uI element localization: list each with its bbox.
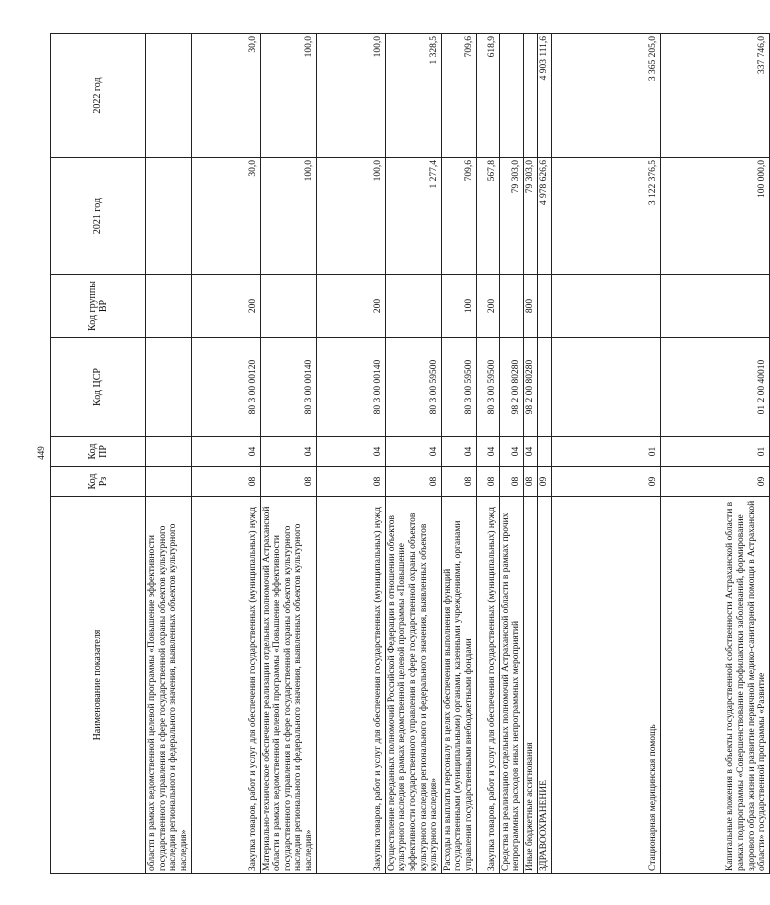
row-vr	[499, 275, 523, 338]
header-vr: Код группы ВР	[51, 275, 146, 338]
row-name: Материально-техническое обеспечение реализации отдельных полномочий Астраханской области в рамках ведомственной целевой программы «Повышение эффективности государственного управления в сфере государственной охраны объектов культурного наследия регионального и федерального значения, выявленных объектов культурного наследия»	[260, 497, 316, 874]
header-rz: Код Рз	[51, 467, 146, 497]
row-vr	[260, 275, 316, 338]
row-name: Капитальные вложения в объекты государственной собственности Астраханской области в рамках подпрограммы «Совершенствование профилактики заболеваний, формирование здорового образа жизни и развитие первичной медико-санитарной помощи в Астраханской области» государственной программы «Развитие	[660, 497, 769, 874]
header-2021: 2021 год	[51, 158, 146, 275]
row-2021: 3 122 376,5	[551, 158, 660, 275]
row-vr	[537, 275, 551, 338]
row-2021: 4 978 626,6	[537, 158, 551, 275]
row-2021: 100,0	[316, 158, 385, 275]
row-pr: 01	[660, 437, 769, 467]
table-row	[523, 34, 537, 874]
rotated-content	[50, 34, 768, 874]
row-rz: 08	[499, 467, 523, 497]
table-row	[476, 34, 499, 874]
header-2022: 2022 год	[51, 34, 146, 158]
table-row	[660, 34, 769, 874]
row-2022	[523, 34, 537, 158]
row-2022: 1 328,5	[385, 34, 441, 158]
row-csr	[551, 338, 660, 437]
header-pr: Код ПР	[51, 437, 146, 467]
row-pr: 04	[385, 437, 441, 467]
rotated-page	[50, 34, 768, 874]
row-vr: 200	[191, 275, 260, 338]
table-header-row	[51, 34, 146, 874]
row-vr: 800	[523, 275, 537, 338]
row-csr: 80 3 00 59500	[385, 338, 441, 437]
table-row	[146, 34, 192, 874]
row-pr: 04	[260, 437, 316, 467]
row-rz: 09	[537, 467, 551, 497]
row-2022: 337 746,0	[660, 34, 769, 158]
row-rz: 08	[260, 467, 316, 497]
row-name: областп в рамках ведомственной целевой программы «Повышение эффективности государственного управления в сфере государственной охраны объектов культурного наследия регионального и федерального значения, выявленных объектов культурного наследия»	[146, 497, 192, 874]
row-pr: 04	[441, 437, 476, 467]
header-csr: Код ЦСР	[51, 338, 146, 437]
row-2022: 4 903 111,6	[537, 34, 551, 158]
row-csr	[146, 338, 192, 437]
row-pr: 04	[523, 437, 537, 467]
row-csr: 80 3 00 00140	[260, 338, 316, 437]
row-csr: 98 2 00 80280	[523, 338, 537, 437]
row-rz: 08	[191, 467, 260, 497]
row-rz: 08	[476, 467, 499, 497]
table-row	[316, 34, 385, 874]
row-pr: 01	[551, 437, 660, 467]
row-vr	[385, 275, 441, 338]
row-2021: 1 277,4	[385, 158, 441, 275]
table-row	[260, 34, 316, 874]
row-2021: 567,8	[476, 158, 499, 275]
row-vr: 200	[316, 275, 385, 338]
row-2021	[146, 158, 192, 275]
row-csr: 80 3 00 59500	[476, 338, 499, 437]
row-rz: 08	[316, 467, 385, 497]
row-2021: 30,0	[191, 158, 260, 275]
row-pr	[146, 437, 192, 467]
table-row	[537, 34, 551, 874]
row-rz: 08	[441, 467, 476, 497]
row-rz	[146, 467, 192, 497]
row-2022: 709,6	[441, 34, 476, 158]
row-csr	[537, 338, 551, 437]
row-2022	[146, 34, 192, 158]
table-row	[551, 34, 660, 874]
row-csr: 01 2 00 40010	[660, 338, 769, 437]
row-name: Закупка товаров, работ и услуг для обеспечения государственных (муниципальных) нужд	[316, 497, 385, 874]
row-pr: 04	[316, 437, 385, 467]
page-number: 449	[36, 446, 46, 460]
budget-table	[50, 33, 770, 874]
row-2022: 3 365 205,0	[551, 34, 660, 158]
row-rz: 08	[385, 467, 441, 497]
row-2022: 618,9	[476, 34, 499, 158]
row-2022: 100,0	[260, 34, 316, 158]
row-2021: 709,6	[441, 158, 476, 275]
row-vr	[660, 275, 769, 338]
row-vr	[551, 275, 660, 338]
row-name: ЗДРАВООХРАНЕНИЕ	[537, 497, 551, 874]
row-pr: 04	[191, 437, 260, 467]
row-name: Иные бюджетные ассигнования	[523, 497, 537, 874]
table-row	[191, 34, 260, 874]
row-pr	[537, 437, 551, 467]
row-2021: 79 303,0	[523, 158, 537, 275]
row-csr: 80 3 00 00140	[316, 338, 385, 437]
row-rz: 09	[551, 467, 660, 497]
row-name: Осуществление переданных полномочий Российской Федерации в отношении объектов культурного наследия в рамках ведомственной целевой программы «Повышение эффективности государственного управления в сфере государственной охраны объектов культурного наследия регионального и федерального значения, выявленных объектов культурного наследия»	[385, 497, 441, 874]
row-name: Закупка товаров, работ и услуг для обеспечения государственных (муниципальных) нужд	[191, 497, 260, 874]
row-name: Стационарная медицинская помощь	[551, 497, 660, 874]
row-2022: 100,0	[316, 34, 385, 158]
row-pr: 04	[499, 437, 523, 467]
row-2021: 79 303,0	[499, 158, 523, 275]
row-vr: 200	[476, 275, 499, 338]
table-row	[441, 34, 476, 874]
header-name: Наименование показателя	[51, 497, 146, 874]
row-2022	[499, 34, 523, 158]
row-name: Расходы на выплаты персоналу в целях обеспечения выполнения функций государственными (муниципальными) органами, казенными учреждениями, органами управления государственными внебюджетными фондами	[441, 497, 476, 874]
row-rz: 08	[523, 467, 537, 497]
row-name: Средства на реализацию отдельных полномочий Астраханской области в рамках прочих непрограммных расходов иных непрограммных мероприятий	[499, 497, 523, 874]
row-vr	[146, 275, 192, 338]
row-2021: 100,0	[260, 158, 316, 275]
row-csr: 98 2 00 80280	[499, 338, 523, 437]
row-csr: 80 3 00 59500	[441, 338, 476, 437]
row-pr: 04	[476, 437, 499, 467]
row-vr: 100	[441, 275, 476, 338]
table-row	[385, 34, 441, 874]
row-csr: 80 3 00 00120	[191, 338, 260, 437]
row-2021: 100 000,0	[660, 158, 769, 275]
row-name: Закупка товаров, работ и услуг для обеспечения государственных (муниципальных) нужд	[476, 497, 499, 874]
row-rz: 09	[660, 467, 769, 497]
table-row	[499, 34, 523, 874]
row-2022: 30,0	[191, 34, 260, 158]
